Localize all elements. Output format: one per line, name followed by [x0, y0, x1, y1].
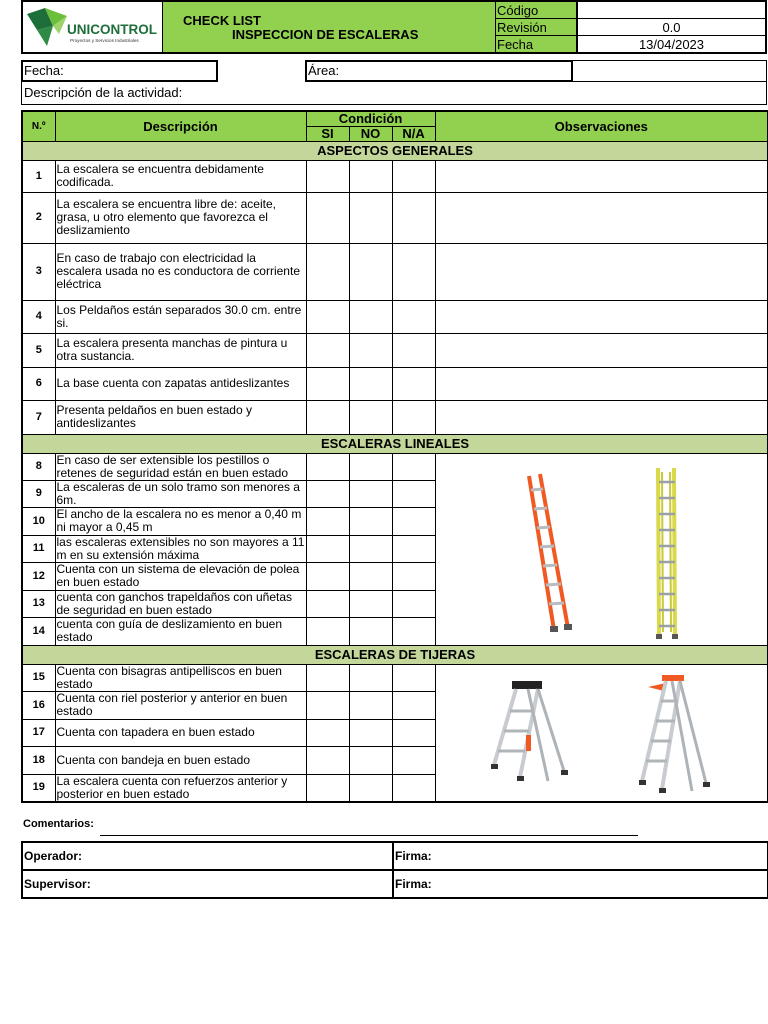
fecha-label: Fecha: — [24, 63, 64, 78]
si-cell[interactable] — [306, 160, 349, 192]
comments-field[interactable] — [100, 835, 638, 836]
item-text: La base cuenta con zapatas antideslizantes — [55, 367, 306, 400]
col-desc-header: Descripción — [55, 111, 306, 141]
step-ladders-image — [435, 664, 768, 802]
item-text: Cuenta con bisagras antipelliscos en buen estado — [55, 664, 306, 691]
descripcion-actividad-field[interactable] — [21, 82, 767, 105]
si-cell[interactable] — [306, 590, 349, 617]
si-cell[interactable] — [306, 664, 349, 691]
si-cell[interactable] — [306, 367, 349, 400]
table-row — [22, 664, 768, 691]
signatures — [21, 841, 767, 899]
si-cell[interactable] — [306, 243, 349, 300]
logo-brand: UNICONTROL — [67, 22, 157, 37]
area-extra-field[interactable] — [573, 60, 767, 82]
checklist — [21, 110, 767, 803]
title-line-1: CHECK LIST — [183, 13, 261, 28]
item-number: 12 — [22, 562, 55, 590]
si-cell[interactable] — [306, 453, 349, 480]
col-num-header: N.º — [22, 111, 55, 141]
item-number: 7 — [22, 400, 55, 434]
na-cell[interactable] — [392, 719, 435, 746]
na-cell[interactable] — [392, 535, 435, 562]
unicontrol-logo-icon — [23, 2, 162, 52]
col-obs-header: Observaciones — [435, 111, 768, 141]
observaciones-cell[interactable] — [435, 333, 768, 367]
signatures-table — [21, 841, 768, 899]
observaciones-cell[interactable] — [435, 192, 768, 243]
si-cell[interactable] — [306, 300, 349, 333]
si-cell[interactable] — [306, 507, 349, 535]
item-text: Cuenta con un sistema de elevación de polea en buen estado — [55, 562, 306, 590]
item-text: La escaleras de un solo tramo son menores a 6m. — [55, 480, 306, 507]
observaciones-cell[interactable] — [435, 160, 768, 192]
area-label: Área: — [308, 63, 340, 78]
fecha-field[interactable] — [21, 60, 218, 82]
yellow-ladder-icon — [656, 468, 678, 639]
table-row — [22, 160, 768, 192]
descripcion-actividad-label: Descripción de la actividad: — [24, 85, 183, 100]
na-cell[interactable] — [392, 774, 435, 802]
item-text: La escalera presenta manchas de pintura u otra sustancia. — [55, 333, 306, 367]
fecha-header-value[interactable]: 13/04/2023 — [577, 36, 765, 53]
section-title: ESCALERAS DE TIJERAS — [22, 645, 768, 664]
no-cell[interactable] — [349, 243, 392, 300]
item-text: Cuenta con bandeja en buen estado — [55, 746, 306, 774]
activity-info — [21, 60, 767, 105]
orange-ladder-icon — [529, 474, 572, 632]
linear-ladders-illustration — [436, 454, 767, 646]
company-logo — [23, 2, 163, 52]
si-cell[interactable] — [306, 617, 349, 645]
no-cell[interactable] — [349, 192, 392, 243]
no-cell[interactable] — [349, 774, 392, 802]
comments-label: Comentarios: — [23, 818, 94, 830]
no-cell[interactable] — [349, 300, 392, 333]
table-row — [22, 400, 768, 434]
no-cell[interactable] — [349, 400, 392, 434]
col-si-header: SI — [306, 126, 349, 141]
item-text: La escalera se encuentra libre de: aceite, grasa, u otro elemento que favorezca el deslizamiento — [55, 192, 306, 243]
table-row — [22, 192, 768, 243]
item-number: 14 — [22, 617, 55, 645]
na-cell[interactable] — [392, 480, 435, 507]
item-text: Los Peldaños están separados 30.0 cm. entre si. — [55, 300, 306, 333]
si-cell[interactable] — [306, 691, 349, 719]
supervisor-firma-field[interactable] — [393, 870, 768, 898]
linear-ladders-image — [435, 453, 768, 645]
si-cell[interactable] — [306, 480, 349, 507]
si-cell[interactable] — [306, 400, 349, 434]
revision-label: Revisión — [496, 19, 577, 36]
no-cell[interactable] — [349, 746, 392, 774]
table-row — [22, 333, 768, 367]
fecha-header-label: Fecha — [496, 36, 577, 53]
col-no-header: NO — [349, 126, 392, 141]
na-cell[interactable] — [392, 300, 435, 333]
revision-value[interactable]: 0.0 — [577, 19, 765, 36]
item-number: 15 — [22, 664, 55, 691]
item-text: Cuenta con tapadera en buen estado — [55, 719, 306, 746]
step-ladder-black-top-icon — [491, 681, 568, 781]
na-cell[interactable] — [392, 400, 435, 434]
table-row — [22, 367, 768, 400]
no-cell[interactable] — [349, 333, 392, 367]
na-cell[interactable] — [392, 243, 435, 300]
si-cell[interactable] — [306, 562, 349, 590]
col-na-header: N/A — [392, 126, 435, 141]
na-cell[interactable] — [392, 192, 435, 243]
table-row — [22, 243, 768, 300]
na-cell[interactable] — [392, 664, 435, 691]
na-cell[interactable] — [392, 562, 435, 590]
item-text: En caso de ser extensible los pestillos o retenes de seguridad están en buen estado — [55, 453, 306, 480]
item-number: 5 — [22, 333, 55, 367]
header-meta — [496, 2, 765, 52]
na-cell[interactable] — [392, 160, 435, 192]
item-number: 6 — [22, 367, 55, 400]
si-cell[interactable] — [306, 774, 349, 802]
no-cell[interactable] — [349, 160, 392, 192]
item-text: En caso de trabajo con electricidad la escalera usada no es conductora de corriente eléctrica — [55, 243, 306, 300]
no-cell[interactable] — [349, 719, 392, 746]
item-number: 8 — [22, 453, 55, 480]
operador-field[interactable] — [22, 842, 393, 870]
si-cell[interactable] — [306, 535, 349, 562]
na-cell[interactable] — [392, 367, 435, 400]
item-number: 19 — [22, 774, 55, 802]
item-number: 16 — [22, 691, 55, 719]
col-condicion-header: Condición — [306, 111, 435, 126]
no-cell[interactable] — [349, 535, 392, 562]
item-number: 18 — [22, 746, 55, 774]
no-cell[interactable] — [349, 480, 392, 507]
item-number: 11 — [22, 535, 55, 562]
codigo-value[interactable] — [577, 2, 765, 19]
item-number: 3 — [22, 243, 55, 300]
step-ladder-orange-top-icon — [639, 675, 710, 793]
observaciones-cell[interactable] — [435, 300, 768, 333]
checklist-table — [21, 110, 768, 803]
no-cell[interactable] — [349, 617, 392, 645]
item-number: 17 — [22, 719, 55, 746]
item-number: 1 — [22, 160, 55, 192]
item-text: La escalera se encuentra debidamente codificada. — [55, 160, 306, 192]
item-text: Cuenta con riel posterior y anterior en buen estado — [55, 691, 306, 719]
section-title: ASPECTOS GENERALES — [22, 141, 768, 160]
table-row — [22, 300, 768, 333]
observaciones-cell[interactable] — [435, 367, 768, 400]
operador-firma-field[interactable] — [393, 842, 768, 870]
item-number: 13 — [22, 590, 55, 617]
no-cell[interactable] — [349, 664, 392, 691]
observaciones-cell[interactable] — [435, 400, 768, 434]
no-cell[interactable] — [349, 367, 392, 400]
document-header — [21, 0, 767, 54]
firma-label: Firma: — [395, 849, 432, 863]
item-number: 10 — [22, 507, 55, 535]
area-field[interactable] — [305, 60, 573, 82]
table-row — [22, 453, 768, 480]
no-cell[interactable] — [349, 507, 392, 535]
firma-label: Firma: — [395, 877, 432, 891]
no-cell[interactable] — [349, 453, 392, 480]
item-text: La escalera cuenta con refuerzos anterior y posterior en buen estado — [55, 774, 306, 802]
item-text: El ancho de la escalera no es menor a 0,40 m ni mayor a 0,45 m — [55, 507, 306, 535]
codigo-label: Código — [496, 2, 577, 19]
step-ladders-illustration — [436, 665, 767, 802]
item-number: 9 — [22, 480, 55, 507]
supervisor-label: Supervisor: — [24, 877, 91, 891]
no-cell[interactable] — [349, 562, 392, 590]
na-cell[interactable] — [392, 691, 435, 719]
na-cell[interactable] — [392, 746, 435, 774]
item-text: Presenta peldaños en buen estado y antideslizantes — [55, 400, 306, 434]
si-cell[interactable] — [306, 746, 349, 774]
supervisor-field[interactable] — [22, 870, 393, 898]
item-text: cuenta con ganchos trapeldaños con uñetas de seguridad en buen estado — [55, 590, 306, 617]
no-cell[interactable] — [349, 691, 392, 719]
na-cell[interactable] — [392, 507, 435, 535]
na-cell[interactable] — [392, 333, 435, 367]
observaciones-cell[interactable] — [435, 243, 768, 300]
logo-tagline: Proyectos y Servicios Industriales — [70, 38, 139, 43]
na-cell[interactable] — [392, 617, 435, 645]
section-title: ESCALERAS LINEALES — [22, 434, 768, 453]
na-cell[interactable] — [392, 453, 435, 480]
no-cell[interactable] — [349, 590, 392, 617]
si-cell[interactable] — [306, 192, 349, 243]
title-line-2: INSPECCION DE ESCALERAS — [232, 27, 419, 42]
na-cell[interactable] — [392, 590, 435, 617]
item-number: 2 — [22, 192, 55, 243]
item-text: cuenta con guía de deslizamiento en buen estado — [55, 617, 306, 645]
item-text: las escaleras extensibles no son mayores a 11 m en su extensión máxima — [56, 535, 305, 562]
item-number: 4 — [22, 300, 55, 333]
si-cell[interactable] — [306, 333, 349, 367]
header-title-block — [163, 2, 496, 52]
si-cell[interactable] — [306, 719, 349, 746]
operador-label: Operador: — [24, 849, 83, 863]
